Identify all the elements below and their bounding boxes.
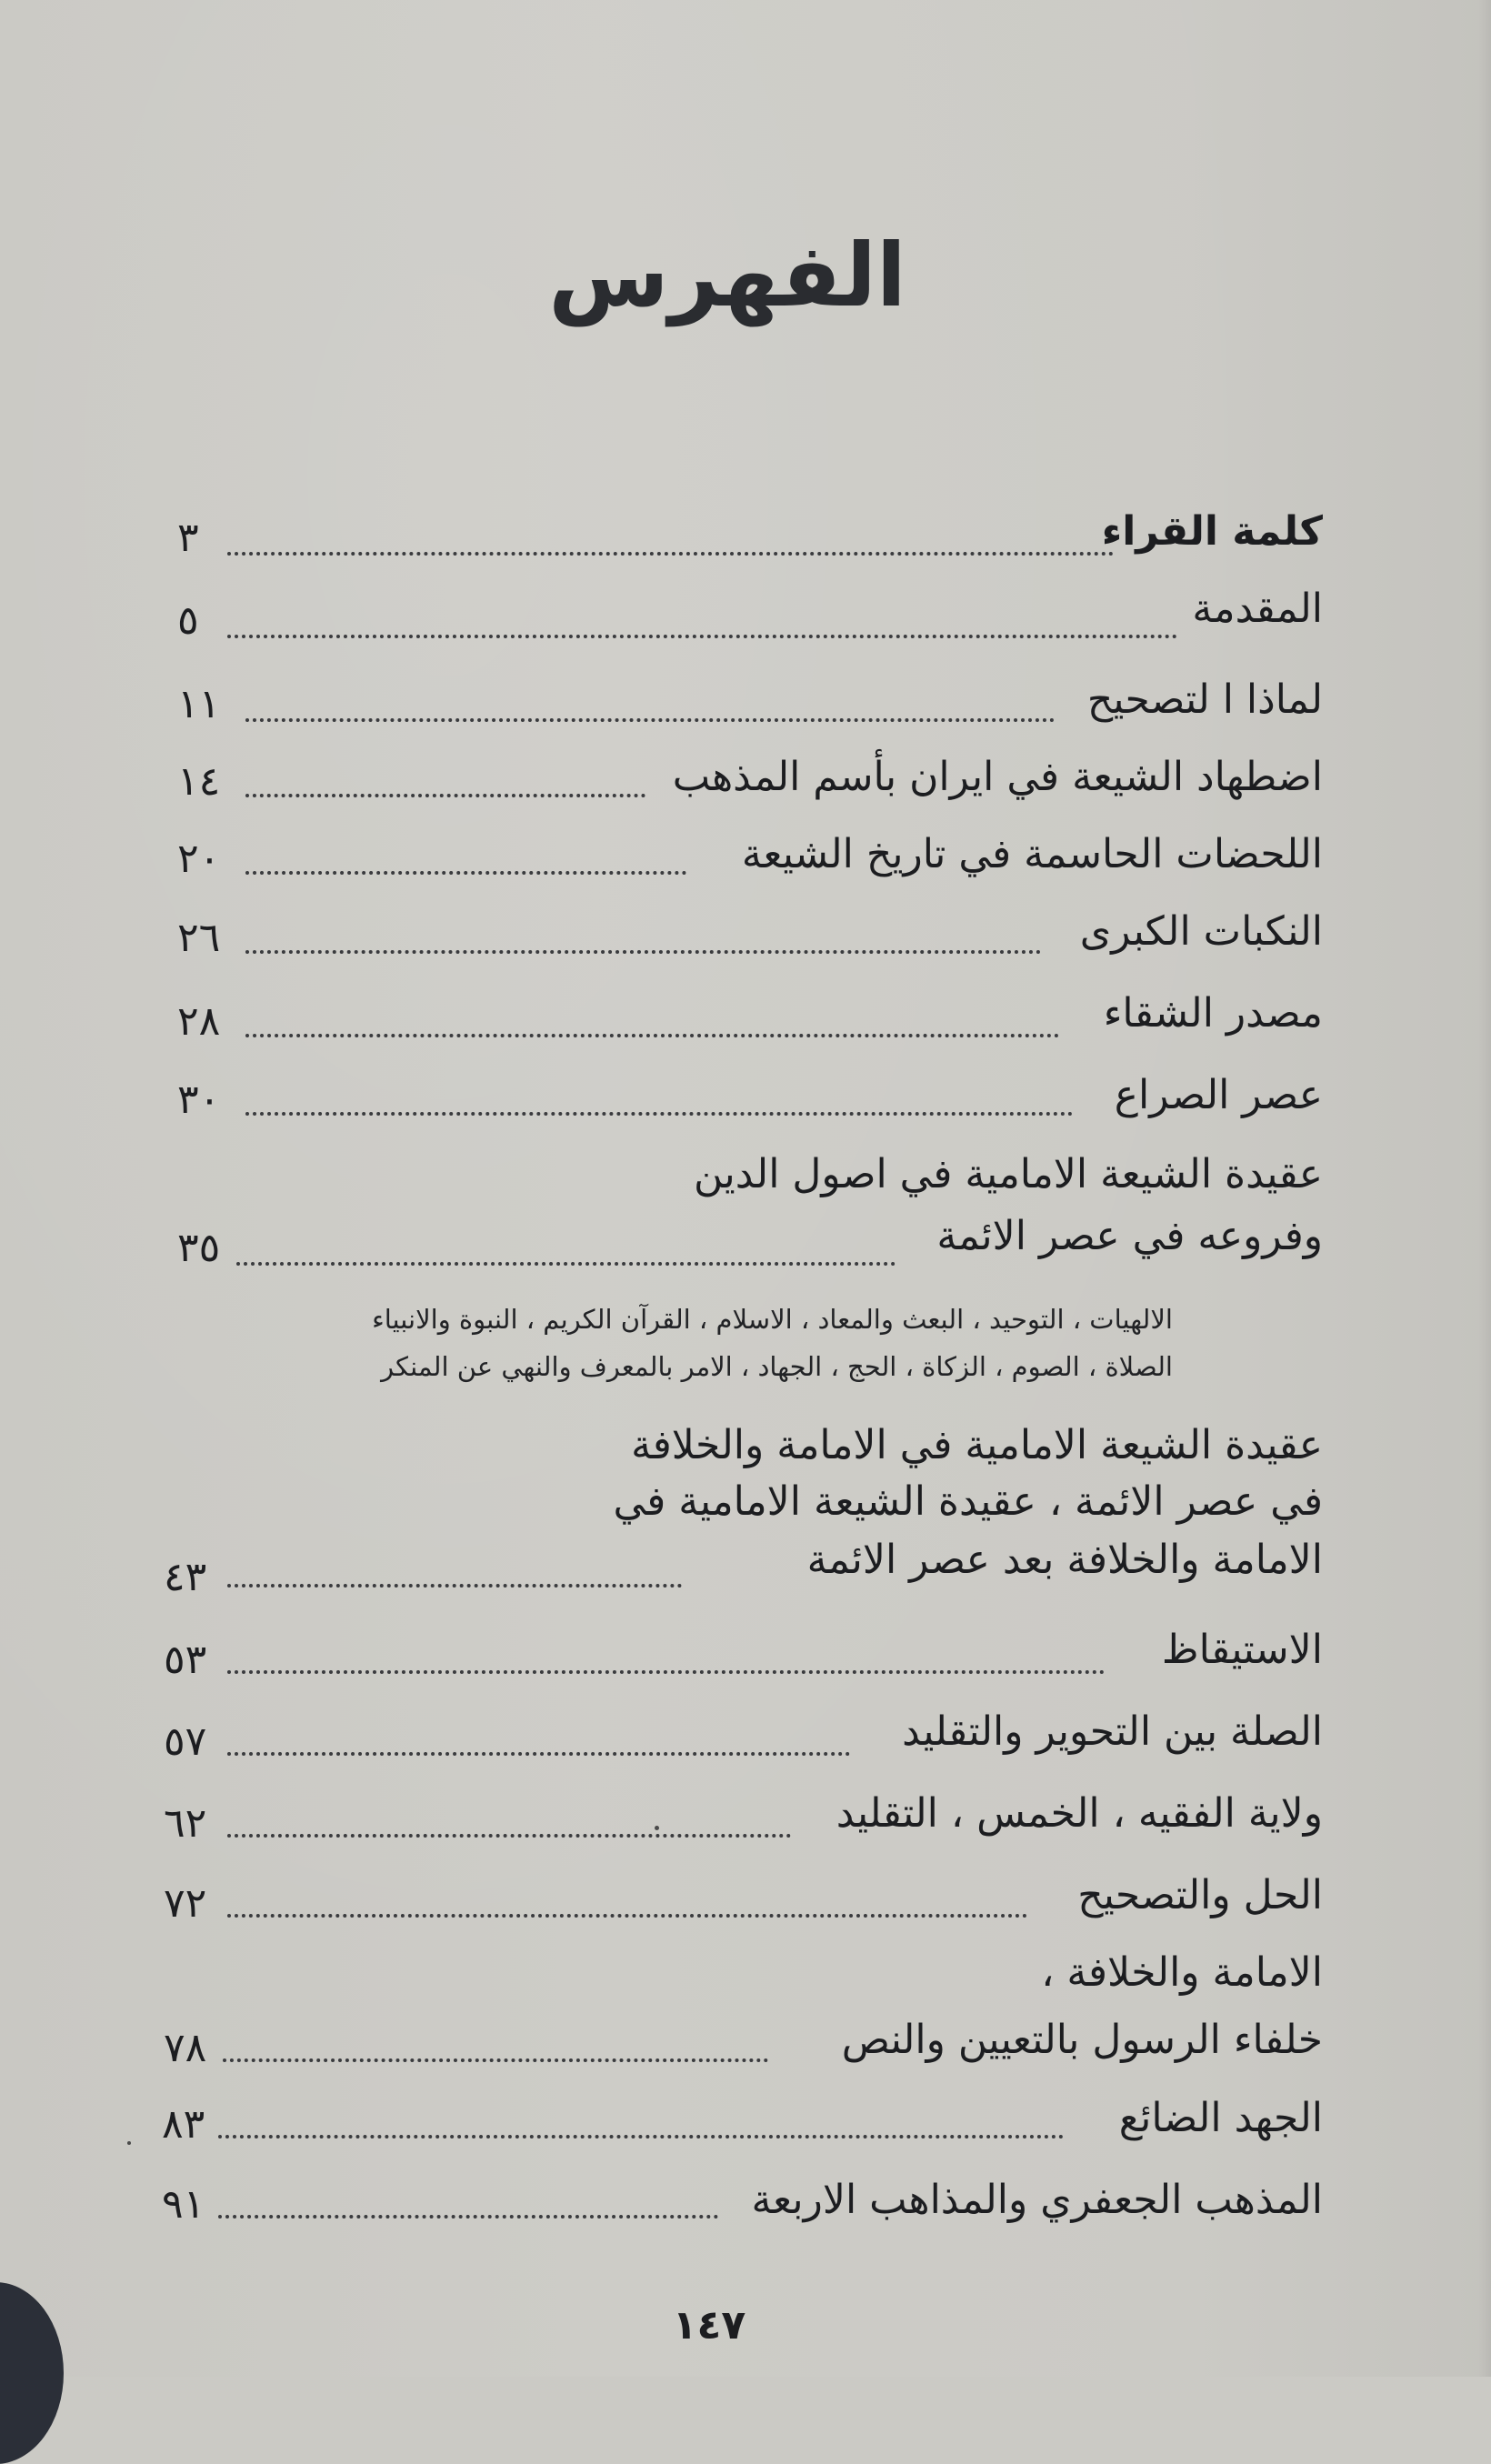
toc-entry-title: الجهد الضائع — [1118, 2095, 1323, 2141]
toc-page-number: ٥٧ — [164, 1718, 207, 1765]
dot-leader — [245, 871, 686, 875]
dot-leader — [245, 1112, 1073, 1116]
dot-leader — [227, 635, 1177, 638]
toc-entry-title: عقيدة الشيعة الامامية في اصول الدين وفروعه في عصر الائمة — [693, 1151, 1323, 1259]
toc-page-number: ٤٣ — [164, 1554, 207, 1600]
toc-page-number: ٨٣ — [162, 2101, 205, 2148]
toc-entry-title: النكبات الكبرى — [1079, 908, 1323, 955]
dot-leader — [227, 1752, 850, 1756]
toc-entry-title: الصلة بين التحوير والتقليد — [902, 1708, 1323, 1755]
toc-page-number: ١١ — [177, 681, 221, 727]
toc-page-number: ٩١ — [162, 2181, 205, 2228]
toc-entry-title: المذهب الجعفري والمذاهب الاربعة — [751, 2177, 1323, 2223]
dot-leader — [236, 1262, 896, 1266]
page-edge-shading — [1478, 0, 1491, 2377]
dot-leader — [227, 1834, 791, 1838]
toc-page-number: ١٤ — [177, 758, 221, 805]
dot-leader — [227, 1670, 1105, 1674]
page-title: الفهرس — [548, 225, 906, 326]
toc-subtopics: الالهيات ، التوحيد ، البعث والمعاد ، الاسلام ، القرآن الكريم ، النبوة والانبياء الصلاة ، الصوم ، الزكاة ، الحج ، الجهاد ، الامر بالمعرف والنهي عن المنكر — [372, 1304, 1173, 1382]
toc-page-number: ٢٠ — [177, 836, 221, 882]
toc-entry-title: ولاية الفقيه ، الخمس ، التقليد — [836, 1790, 1323, 1837]
dot-leader — [218, 2215, 718, 2219]
dot-leader — [218, 2135, 1064, 2138]
toc-page-number: ٧٨ — [164, 2025, 207, 2071]
toc-entry-title: الحل والتصحيح — [1077, 1872, 1323, 1918]
thumb-shadow — [0, 2282, 64, 2464]
toc-page-number: ٥٣ — [164, 1637, 207, 1683]
dot-leader — [245, 794, 645, 797]
toc-entry-title: اضطهاد الشيعة في ايران بأسم المذهب — [672, 754, 1323, 800]
toc-entry-title: مصدر الشقاء — [1103, 990, 1323, 1037]
print-speck — [127, 2141, 131, 2145]
dot-leader — [227, 1914, 1027, 1918]
print-speck — [655, 1826, 659, 1830]
toc-entry-title: المقدمة — [1192, 586, 1323, 632]
toc-entry-title: الامامة والخلافة ، خلفاء الرسول بالتعيين والنص — [841, 1949, 1323, 2063]
toc-entry-title: الاستيقاظ — [1161, 1627, 1323, 1673]
toc-entry-title: عقيدة الشيعة الامامية في الامامة والخلافة في عصر الائمة ، عقيدة الشيعة الامامية في الامامة والخلافة بعد عصر الائمة — [613, 1422, 1323, 1583]
toc-entry-title: لماذا ا لتصحيح — [1086, 676, 1323, 723]
dot-leader — [227, 552, 1114, 556]
dot-leader — [223, 2058, 768, 2062]
toc-entry-title: عصر الصراع — [1114, 1072, 1323, 1118]
page-number-footer: ١٤٧ — [672, 2302, 746, 2349]
toc-page-number: ٦٢ — [164, 1800, 207, 1847]
toc-page-number: ٣ — [177, 515, 199, 561]
toc-page-number: ٣٠ — [177, 1077, 221, 1123]
dot-leader — [245, 718, 1055, 722]
toc-page-number: ٧٢ — [164, 1880, 207, 1927]
dot-leader — [245, 950, 1041, 954]
toc-entry-title: اللحضات الحاسمة في تاريخ الشيعة — [741, 831, 1323, 877]
toc-page-number: ٢٦ — [177, 915, 221, 961]
toc-page-number: ٥ — [177, 597, 199, 644]
dot-leader — [227, 1584, 682, 1588]
dot-leader — [245, 1034, 1059, 1037]
toc-page-number: ٢٨ — [177, 998, 221, 1045]
toc-page-number: ٣٥ — [177, 1225, 221, 1271]
toc-entry-title: كلمة القراء — [1101, 508, 1323, 555]
